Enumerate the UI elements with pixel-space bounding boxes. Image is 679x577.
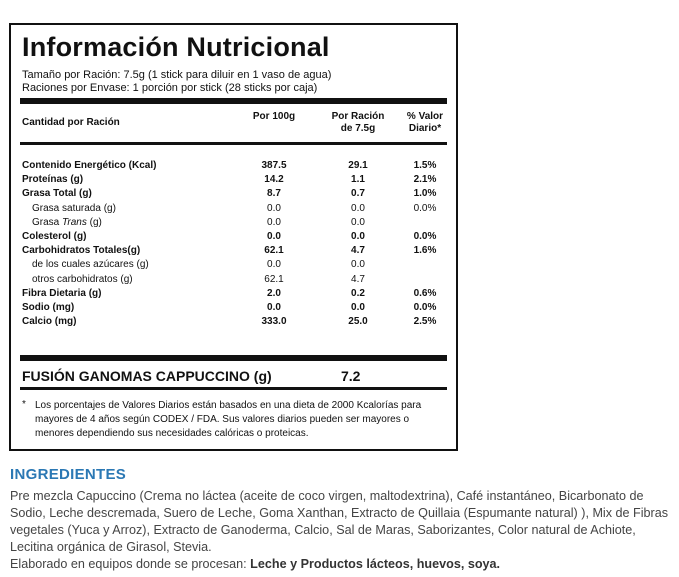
- nutrient-serving: 0.0: [351, 216, 365, 228]
- ingredients-title: INGREDIENTES: [10, 466, 127, 483]
- nutrient-label: Proteínas (g): [22, 174, 84, 186]
- nutrient-dv: 0.6%: [413, 287, 437, 299]
- nutrient-row-energy: [22, 159, 447, 173]
- nutrient-table: [22, 159, 447, 329]
- nutrient-label: Carbohidratos Totales(g): [22, 245, 141, 257]
- divider-thick-top: [20, 98, 447, 104]
- nutrient-label: Colesterol (g): [22, 230, 87, 242]
- nutrient-serving: 4.7: [351, 273, 365, 285]
- label-title: Información Nutricional: [22, 32, 330, 62]
- nutrient-label: otros carbohidratos (g): [32, 273, 133, 285]
- divider-fusion-bottom: [20, 387, 447, 390]
- nutrient-per100: 2.0: [267, 287, 281, 299]
- nutrient-serving: 0.0: [351, 202, 365, 214]
- ingredients-text: Pre mezcla Capuccino (Crema no láctea (aceite de coco virgen, maltodextrina), Café instantáneo, Bicarbonato de Sodio, Leche descremada, Suero de Leche, Goma Xanthan, Extracto de Quillaia (Espumante natural) ), Mix de Fibras vegetales (Yuca y Arroz), Extracto de Ganoderma, Calcio, Sal de Maras, Saborizantes, Color natural de Achiote, Lecitina orgánica de Girasol, Stevia.: [10, 489, 669, 554]
- nutrient-per100: 62.1: [264, 273, 284, 285]
- nutrient-label: Calcio (mg): [22, 316, 77, 328]
- nutrient-label: Grasa saturada (g): [32, 202, 116, 214]
- fusion-label: FUSIÓN GANOMAS CAPPUCCINO (g): [22, 368, 272, 384]
- nutrient-per100: 8.7: [267, 188, 281, 200]
- allergen-prefix: Elaborado en equipos donde se procesan:: [10, 557, 251, 571]
- nutrient-per100: 0.0: [267, 216, 281, 228]
- nutrient-per100: 0.0: [267, 259, 281, 271]
- nutrient-row-total-fat: [22, 187, 447, 201]
- footnote-text: Los porcentajes de Valores Diarios están basados en una dieta de 2000 Kcalorías para mayores de 4 años según CODEX / FDA. Sus valores diarios pueden ser mayores o menores dependiendo sus necesidades calóricas o proteicas.: [35, 400, 422, 439]
- nutrient-serving: 29.1: [348, 160, 368, 171]
- nutrient-per100: 14.2: [264, 174, 284, 186]
- nutrient-row-sodium: [22, 301, 447, 315]
- nutrient-serving: 0.0: [351, 230, 365, 242]
- nutrient-label: Fibra Dietaria (g): [22, 287, 102, 299]
- allergen-statement: [10, 556, 675, 573]
- nutrient-per100: 333.0: [261, 316, 287, 328]
- nutrient-per100: 0.0: [267, 202, 281, 214]
- nutrient-row-saturated-fat: [22, 202, 447, 216]
- nutrient-serving: 0.0: [351, 301, 365, 313]
- nutrient-dv: 0.0%: [413, 202, 437, 214]
- nutrient-row-carbohydrates: [22, 244, 447, 258]
- header-per-serving: [328, 111, 388, 135]
- header-per100: Por 100g: [252, 111, 296, 122]
- nutrient-label-trans: Trans: [62, 216, 87, 228]
- header-per-serving-line2: de 7.5g: [340, 123, 376, 134]
- nutrient-row-sugars: [22, 258, 447, 272]
- nutrient-row-cholesterol: [22, 230, 447, 244]
- nutrient-dv: 1.6%: [413, 245, 437, 257]
- header-dv-line2: Diario*: [408, 123, 442, 134]
- serving-size: Tamaño por Ración: 7.5g (1 stick para diluir en 1 vaso de agua): [22, 69, 332, 81]
- nutrient-per100: 0.0: [267, 301, 281, 313]
- nutrient-dv: 1.0%: [413, 188, 437, 200]
- header-cantidad: Cantidad por Ración: [22, 117, 120, 128]
- nutrient-per100: 387.5: [261, 160, 287, 171]
- nutrient-dv: 0.0%: [413, 301, 437, 313]
- servings-per-container: Raciones por Envase: 1 porción por stick (28 sticks por caja): [22, 82, 318, 94]
- allergen-list: Leche y Productos lácteos, huevos, soya.: [250, 557, 501, 571]
- nutrient-label: Sodio (mg): [22, 301, 75, 313]
- header-daily-value: [400, 111, 450, 135]
- divider-thick-fusion-top: [20, 355, 447, 361]
- nutrient-dv: 2.5%: [413, 316, 437, 328]
- footnote-asterisk: *: [22, 399, 26, 410]
- fusion-value: 7.2: [341, 368, 361, 384]
- divider-header: [20, 142, 447, 145]
- nutrient-dv: 2.1%: [413, 174, 437, 186]
- header-dv-line1: % Valor: [406, 111, 444, 122]
- nutrient-label: Contenido Energético (Kcal): [22, 160, 157, 171]
- nutrient-dv: 1.5%: [413, 160, 437, 171]
- nutrient-label: Grasa Total (g): [22, 188, 92, 200]
- nutrient-label: de los cuales azúcares (g): [32, 259, 149, 271]
- nutrient-row-trans-fat: [22, 216, 447, 230]
- nutrient-serving: 0.0: [351, 259, 365, 271]
- nutrition-facts-panel: [9, 23, 458, 451]
- serving-info: [22, 69, 331, 95]
- nutrient-label-suffix: (g): [86, 216, 102, 228]
- nutrient-row-fiber: [22, 287, 447, 301]
- nutrient-serving: 25.0: [348, 316, 368, 328]
- nutrient-label-prefix: Grasa: [32, 216, 63, 228]
- ingredients-block: [10, 488, 675, 573]
- nutrient-serving: 0.2: [351, 287, 365, 299]
- nutrient-per100: 0.0: [267, 230, 281, 242]
- header-per-serving-line1: Por Ración: [331, 111, 385, 122]
- nutrient-serving: 4.7: [351, 245, 365, 257]
- nutrient-per100: 62.1: [264, 245, 284, 257]
- nutrient-row-other-carbs: [22, 273, 447, 287]
- nutrient-serving: 1.1: [351, 174, 365, 186]
- nutrient-label: [32, 216, 102, 230]
- nutrient-dv: 0.0%: [413, 230, 437, 242]
- nutrient-row-calcium: [22, 315, 447, 329]
- nutrient-row-protein: [22, 173, 447, 187]
- nutrient-serving: 0.7: [351, 188, 365, 200]
